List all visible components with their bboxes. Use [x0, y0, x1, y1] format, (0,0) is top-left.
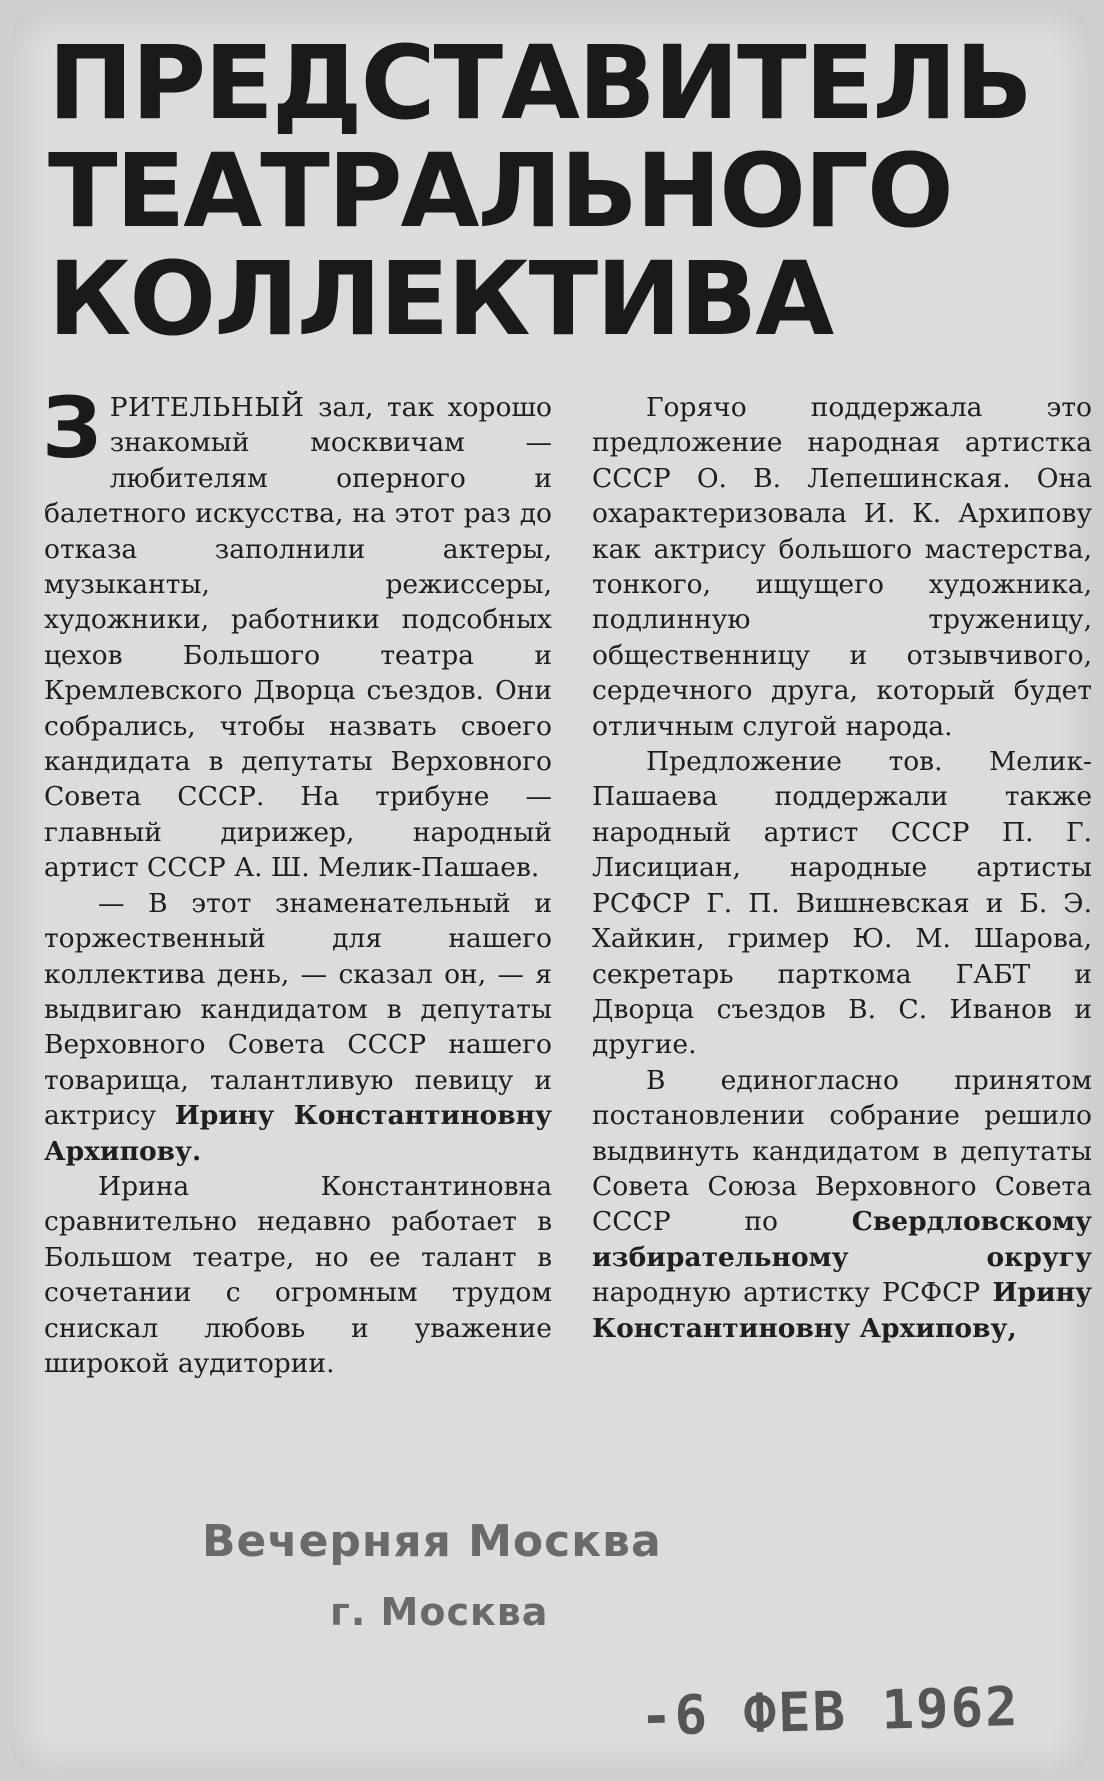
paragraph-3-text: Ирина Константиновна сравнительно недавно работает в Большом театре, но ее талант в сочетании с огромным трудом снискал любовь и уважение широкой аудитории. — [44, 1170, 552, 1379]
paragraph-3 — [44, 1169, 552, 1381]
paragraph-6 — [592, 1063, 1092, 1346]
column-right — [592, 390, 1092, 1346]
paragraph-6-text-2: народную артистку РСФСР — [592, 1277, 993, 1309]
paragraph-4 — [592, 390, 1092, 744]
paragraph-5-text: Предложение тов. Мелик-Пашаева поддержали также народный артист СССР П. Г. Лисициан, народные артисты РСФСР Г. П. Вишневская и Б. Э. Хайкин, гример Ю. М. Шарова, секретарь парткома ГАБТ и Дворца съездов В. С. Иванов и другие. — [592, 746, 1092, 1061]
paragraph-2 — [44, 886, 552, 1169]
drop-cap: З — [42, 379, 102, 477]
newspaper-source-stamp: Вечерняя Москва — [202, 1516, 662, 1567]
candidate-name-final: Ирину Константиновну Архипову, — [592, 1277, 1092, 1344]
headline-line-1: ПРЕДСТАВИТЕЛЬ — [48, 24, 1031, 143]
city-stamp: г. Москва — [330, 1590, 549, 1634]
article-headline — [48, 24, 1048, 359]
article-body — [42, 379, 1094, 1500]
electoral-district: Свердловскому избирательному округу — [592, 1206, 1092, 1273]
paragraph-1 — [42, 379, 552, 886]
paragraph-2-text: — В этот знаменательный и торжественный для нашего коллектива день, — сказал он, — я выдвигаю кандидатом в депутаты Верховного Совета СССР нашего товарища, талантливую певицу и актрису — [44, 887, 552, 1132]
paragraph-6-text: В единогласно принятом постановлении собрание решило выдвинуть кандидатом в депутаты Совета Союза Верховного Совета СССР по — [592, 1064, 1092, 1238]
candidate-name: Ирину Константиновну Архипову. — [44, 1100, 552, 1167]
column-left — [42, 379, 552, 1381]
paragraph-5 — [592, 744, 1092, 1063]
paragraph-1-text: зал, так хорошо знакомый москвичам — любителям оперного и балетного искусства, на этот раз до отказа заполнили актеры, музыканты, режиссеры, художники, работники подсобных цехов Большого театра и Кремлевского Дворца съездов. Они собрались, чтобы назвать своего кандидата в депутаты Верховного Совета СССР. На трибуне — главный дирижер, народный артист СССР А. Ш. Мелик-Пашаев. — [44, 392, 552, 884]
headline-line-2: ТЕАТРАЛЬНОГО — [48, 132, 952, 251]
opening-word: РИТЕЛЬНЫЙ — [109, 392, 305, 423]
date-stamp: -6 ФЕВ 1962 — [639, 1675, 1021, 1748]
headline-line-3: КОЛЛЕКТИВА — [48, 240, 833, 359]
paragraph-4-text: Горячо поддержала это предложение народная артистка СССР О. В. Лепешинская. Она охарактеризовала И. К. Архипову как актрису большого мастерства, тонкого, ищущего художника, подлинную труженицу, общественницу и отзывчивого, сердечного друга, который будет отличным слугой народа. — [592, 392, 1092, 742]
